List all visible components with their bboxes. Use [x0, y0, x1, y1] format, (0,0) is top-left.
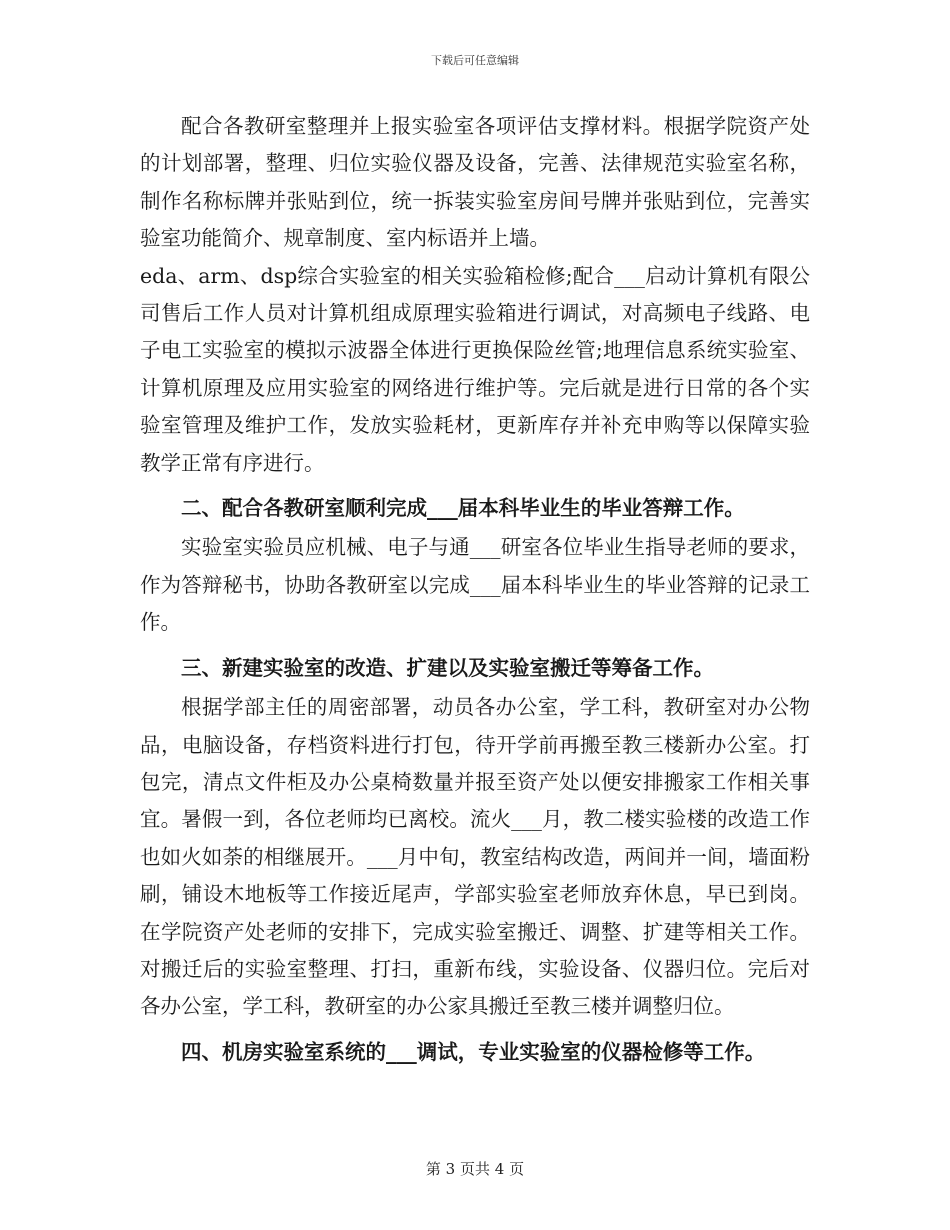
- section-heading-lab-relocation: 三、新建实验室的改造、扩建以及实验室搬迁等筹备工作。: [181, 655, 714, 680]
- section-heading-graduation-defense: 二、配合各教研室顺利完成___届本科毕业生的毕业答辩工作。: [181, 496, 745, 521]
- page-number-footer: 第 3 页共 4 页: [425, 1160, 525, 1178]
- page-header: 下载后可任意编辑: [431, 54, 519, 67]
- document-body: [140, 108, 810, 1073]
- paragraph-defense-secretary: 实验室实验员应机械、电子与通___研室各位毕业生指导老师的要求，作为答辩秘书，协助各教研室以完成___届本科毕业生的毕业答辩的记录工作。: [140, 535, 810, 635]
- paragraph-equipment-maintenance: eda、arm、dsp综合实验室的相关实验箱检修;配合___启动计算机有限公司售后工作人员对计算机组成原理实验箱进行调试，对高频电子线路、电子电工实验室的模拟示波器全体进行更换保险丝管;地理信息系统实验室、计算机原理及应用实验室的网络进行维护等。完后就是进行日常的各个实验室管理及维护工作，发放实验耗材，更新库存并补充申购等以保障实验教学正常有序进行。: [140, 263, 810, 475]
- paragraph-relocation-details: 根据学部主任的周密部署，动员各办公室，学工科，教研室对办公物品，电脑设备，存档资料进行打包，待开学前再搬至教三楼新办公室。打包完，清点文件柜及办公桌椅数量并报至资产处以便安排搬家工作相关事宜。暑假一到，各位老师均已离校。流火___月，教二楼实验楼的改造工作也如火如荼的相继展开。___月中旬，教室结构改造，两间并一间，墙面粉刷，铺设木地板等工作接近尾声，学部实验室老师放弃休息，早已到岗。在学院资产处老师的安排下，完成实验室搬迁、调整、扩建等相关工作。对搬迁后的实验室整理、打扫，重新布线，实验设备、仪器归位。完后对各办公室，学工科，教研室的办公家具搬迁至教三楼并调整归位。: [140, 695, 810, 1019]
- paragraph-evaluation-materials: 配合各教研室整理并上报实验室各项评估支撑材料。根据学院资产处的计划部署，整理、归位实验仪器及设备，完善、法律规范实验室名称，制作名称标牌并张贴到位，统一拆装实验室房间号牌并张贴到位，完善实验室功能简介、规章制度、室内标语并上墙。: [140, 114, 810, 251]
- section-heading-system-debugging: 四、机房实验室系统的___调试，专业实验室的仪器检修等工作。: [181, 1039, 766, 1064]
